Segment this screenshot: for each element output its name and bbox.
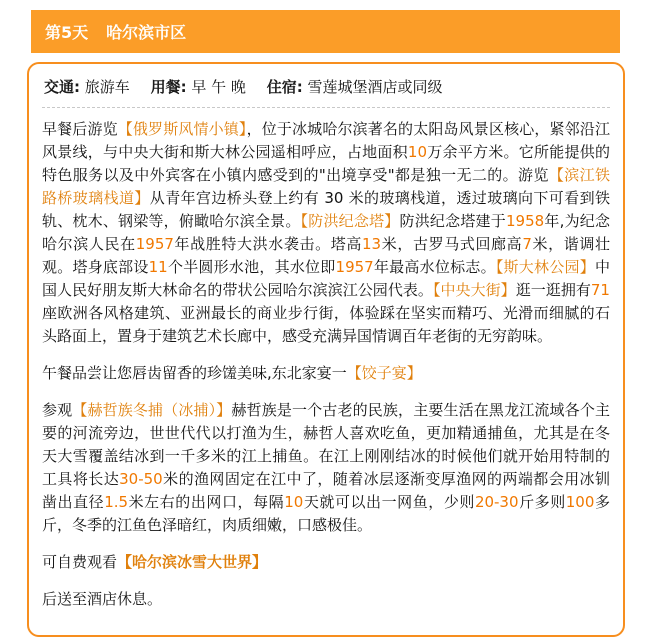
trip-info-row — [42, 72, 610, 105]
text-segment: 座欧洲各风格建筑、亚洲最长的商业步行街，体验踩在坚实而精巧、光滑而细腻的石头路面上，置身于建筑艺术长廊中，感受充满异国情调百年老街的无穷韵味。 — [42, 304, 610, 345]
text-segment: 赫哲族是一个古老的民族，主要生活在黑龙江流域各个主要的河流旁边，世世代代以打渔为生，赫哲人喜欢吃鱼，更加精通捕鱼，尤其是在冬天大雪覆盖结冰到一千多米的江上捕鱼。在江上刚刚结冰的时候他们就开始用特制的工具将长达 — [42, 401, 610, 488]
text-segment: 万余平方米。它所能提供的特色服务以及中外宾客在小镇内感受到的"出境享受"都是独一无二的。游览 — [42, 143, 610, 184]
text-segment: 从青年宫边桥头登上约有 30 米的玻璃栈道，透过玻璃向下可看到铁轨、枕木、钢梁等，俯瞰哈尔滨全景。 — [42, 189, 610, 230]
highlight-text: 【滨江铁路桥玻璃栈道】 — [42, 166, 610, 207]
day-number: 第5天 — [45, 23, 89, 42]
paragraph-morning-tour — [42, 118, 610, 348]
day-header-bar — [31, 10, 620, 53]
highlight-text: 【饺子宴】 — [346, 364, 422, 382]
meals-value: 早 午 晚 — [191, 78, 246, 96]
text-segment: 年最高水位标志。 — [373, 258, 496, 276]
text-segment: 后送至酒店休息。 — [42, 590, 163, 608]
transport-label: 交通: — [44, 78, 80, 96]
dashed-divider — [42, 107, 610, 108]
number-text: 100 — [565, 493, 595, 511]
number-text: 1957 — [135, 235, 174, 253]
paragraph-winter-fishing — [42, 399, 610, 537]
itinerary-text — [42, 118, 610, 611]
text-segment: 斤多则 — [518, 493, 566, 511]
text-segment: 午餐品尝让您唇齿留香的珍馐美味,东北家宴一 — [42, 364, 347, 382]
highlight-text: 【哈尔滨冰雪大世界】 — [117, 553, 268, 571]
text-segment: 年战胜特大洪水袭击。塔高 — [173, 235, 362, 253]
text-segment: 多斤，冬季的江鱼色泽暗红，肉质细嫩，口感极佳。 — [42, 493, 610, 534]
number-text: 71 — [590, 281, 610, 299]
number-text: 20-30 — [474, 493, 519, 511]
text-segment: 中国人民好朋友斯大林命名的带状公园哈尔滨滨江公园代表。 — [42, 258, 610, 299]
number-text: 1.5 — [104, 493, 129, 511]
number-text: 10 — [284, 493, 304, 511]
number-text: 7 — [522, 235, 532, 253]
text-segment: 天就可以出一网鱼，少则 — [303, 493, 475, 511]
number-text: 1958 — [505, 212, 545, 230]
text-segment: 年,为纪念哈尔滨人民在 — [42, 212, 610, 253]
number-text: 30-50 — [119, 470, 163, 488]
highlight-text: 【斯大林公园】 — [495, 258, 595, 276]
highlight-text: 【俄罗斯风情小镇】 — [117, 120, 247, 138]
day-title: 哈尔滨市区 — [106, 23, 187, 42]
number-text: 13 — [362, 235, 382, 253]
text-segment: 米左右的出网口，每隔 — [128, 493, 285, 511]
paragraph-optional-show — [42, 551, 610, 574]
meals-label: 用餐: — [150, 78, 187, 96]
number-text: 11 — [148, 258, 168, 276]
text-segment: 米的渔网固定在江中了，随着冰层逐渐变厚渔网的两端都会用冰钏凿出直径 — [42, 470, 610, 511]
text-segment: 米，谐调壮观。塔身底部设 — [42, 235, 610, 276]
hotel-label: 住宿: — [266, 78, 303, 96]
transport-value: 旅游车 — [84, 78, 130, 96]
text-segment: 米，古罗马式回廊高 — [381, 235, 523, 253]
text-segment: 可自费观看 — [42, 553, 118, 571]
itinerary-box — [27, 62, 625, 637]
text-segment: 早餐后游览 — [42, 120, 118, 138]
highlight-text: 【防洪纪念塔】 — [300, 212, 400, 230]
number-text: 10 — [407, 143, 428, 161]
text-segment: 个半圆形水池，其水位即 — [167, 258, 336, 276]
paragraph-lunch — [42, 362, 610, 385]
text-segment: 逛一逛拥有 — [515, 281, 591, 299]
paragraph-return-hotel — [42, 588, 610, 611]
text-segment: 参观 — [42, 401, 73, 419]
hotel-value: 雪莲城堡酒店或同级 — [307, 78, 443, 96]
highlight-text: 【中央大街】 — [432, 281, 516, 299]
number-text: 1957 — [335, 258, 374, 276]
text-segment: 防洪纪念塔建于 — [399, 212, 506, 230]
text-segment: ，位于冰城哈尔滨著名的太阳岛风景区核心，紧邻沿江风景线，与中央大街和斯大林公园遥相呼应，占地面积 — [42, 120, 610, 161]
highlight-text: 【赫哲族冬捕（冰捕）】 — [72, 401, 232, 419]
